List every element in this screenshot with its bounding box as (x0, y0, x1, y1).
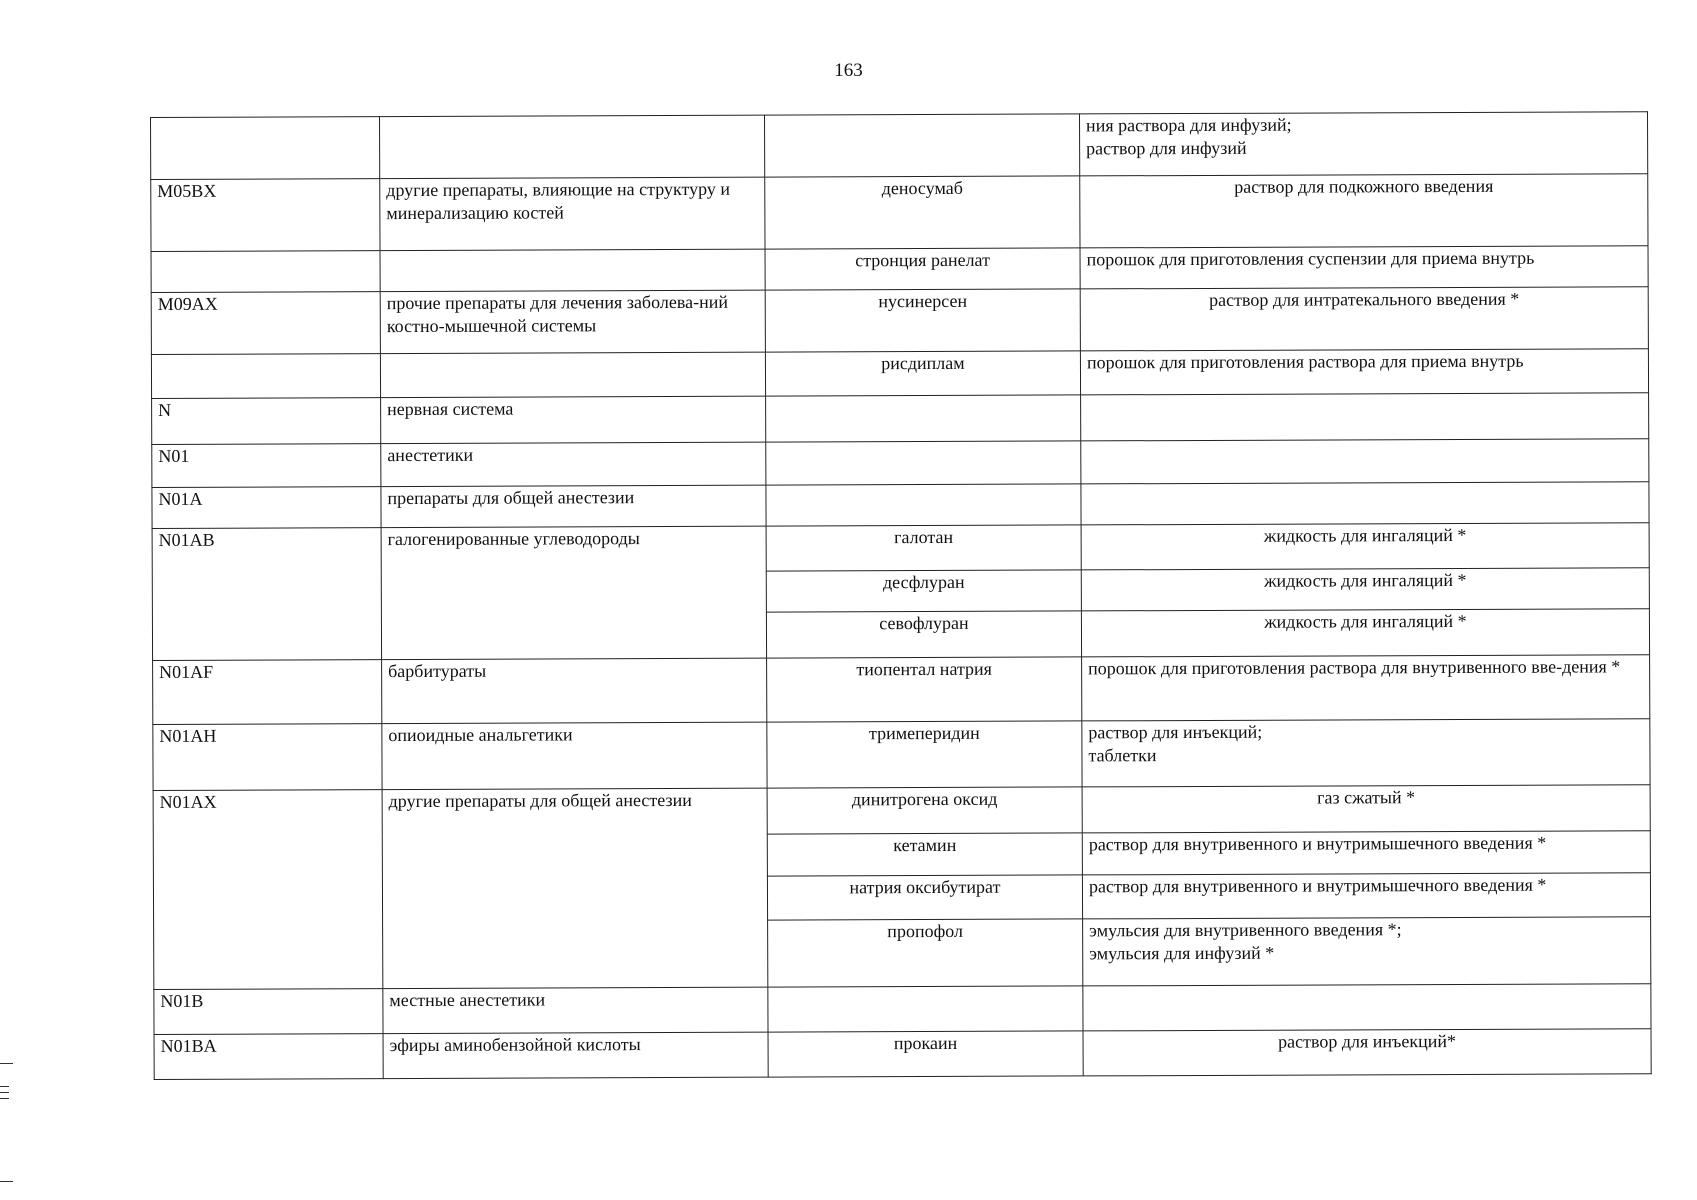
atc-code-cell: M05BX (151, 179, 380, 252)
dosage-form-line: раствор для инъекций; (1088, 721, 1263, 743)
atc-code-cell: N01AB (152, 528, 382, 661)
table-row (152, 523, 1649, 574)
table-row (151, 287, 1648, 355)
atc-code-cell: N01AH (153, 724, 382, 791)
dosage-form-cell (1082, 655, 1650, 721)
substance-cell: деносумаб (765, 176, 1080, 249)
atc-group-cell: анестетики (381, 442, 766, 486)
dosage-form-cell (1083, 1029, 1651, 1076)
dosage-form-line: эмульсия для внутривенного введения *; (1089, 919, 1402, 941)
dosage-form-cell (1080, 174, 1648, 248)
table-row (151, 112, 1648, 180)
margin-mark (0, 1092, 9, 1093)
margin-mark (0, 1181, 13, 1182)
dosage-form-cell (1083, 917, 1651, 986)
atc-group-cell: барбитураты (382, 658, 767, 723)
substance-cell: севофлуран (766, 611, 1081, 658)
dosage-form-cell (1081, 439, 1649, 484)
dosage-form-line: ния раствора для инфузий; (1086, 114, 1292, 136)
dosage-form-line: порошок для приготовления раствора для приема внутрь (1086, 350, 1524, 373)
table-row (154, 1029, 1651, 1080)
dosage-form-line: раствор для интратекального введения * (1209, 288, 1520, 310)
drug-table (150, 111, 1652, 1080)
dosage-form-cell (1082, 873, 1650, 919)
atc-code-cell: N01BA (154, 1034, 383, 1080)
dosage-form-cell (1082, 719, 1650, 787)
dosage-form-line: газ сжатый * (1317, 787, 1416, 808)
substance-cell: галотан (766, 525, 1081, 571)
table-row (151, 174, 1648, 252)
substance-cell: натрия оксибутират (767, 875, 1082, 920)
atc-group-cell (380, 352, 765, 397)
table-row (151, 246, 1648, 293)
atc-group-cell: другие препараты для общей анестезии (382, 788, 768, 988)
dosage-form-cell (1083, 984, 1651, 1031)
substance-cell: пропофол (768, 919, 1083, 987)
dosage-form-cell (1081, 523, 1649, 570)
atc-code-cell: N01AX (153, 790, 383, 990)
substance-cell: тримеперидин (767, 721, 1082, 788)
dosage-form-cell (1080, 246, 1648, 289)
atc-group-cell: галогенированные углеводороды (381, 526, 767, 659)
margin-mark (0, 1063, 13, 1064)
substance-cell: прокаин (768, 1031, 1083, 1077)
atc-code-cell: M09AX (151, 292, 380, 355)
substance-cell (766, 484, 1081, 526)
table-row (152, 393, 1649, 445)
atc-group-cell: эфиры аминобензойной кислоты (383, 1032, 768, 1078)
atc-group-cell: препараты для общей анестезии (381, 485, 766, 527)
dosage-form-cell (1081, 482, 1649, 525)
atc-code-cell (151, 251, 380, 293)
atc-group-cell: нервная система (381, 396, 766, 443)
table-row (151, 349, 1648, 399)
substance-cell (764, 114, 1079, 177)
dosage-form-line: жидкость для ингаляций * (1264, 610, 1467, 632)
substance-cell: стронция ранелат (765, 248, 1080, 290)
substance-cell: рисдиплам (765, 351, 1080, 396)
dosage-form-line: эмульсия для инфузий * (1089, 942, 1275, 963)
dosage-form-cell (1080, 349, 1648, 395)
atc-code-cell: N01A (152, 487, 381, 529)
table-row (153, 785, 1650, 837)
atc-code-cell: N01B (154, 989, 383, 1035)
dosage-form-line: порошок для приготовления раствора для внутривенного вве-дения * (1088, 656, 1621, 679)
atc-code-cell: N (152, 398, 381, 445)
atc-group-cell (380, 115, 765, 178)
atc-group-cell: местные анестетики (383, 987, 768, 1033)
substance-cell (768, 986, 1083, 1032)
table-row (152, 439, 1649, 488)
atc-code-cell: N01 (152, 444, 381, 488)
atc-group-cell: другие препараты, влияющие на структуру и минерализацию костей (380, 177, 765, 250)
substance-cell: тиопентал натрия (767, 657, 1082, 722)
dosage-form-line: жидкость для ингаляций * (1263, 524, 1467, 546)
dosage-form-cell (1081, 609, 1649, 657)
table-row (153, 655, 1650, 725)
dosage-form-line: раствор для инъекций* (1278, 1030, 1457, 1052)
dosage-form-cell (1079, 112, 1647, 176)
dosage-form-line: раствор для внутривенного и внутримышечного введения * (1088, 874, 1547, 897)
atc-group-cell: опиоидные анальгетики (382, 722, 767, 789)
dosage-form-cell (1081, 568, 1649, 611)
dosage-form-line: порошок для приготовления суспензии для приема внутрь (1086, 247, 1535, 270)
substance-cell (766, 441, 1081, 485)
substance-cell: кетамин (767, 833, 1082, 876)
substance-cell: нусинерсен (765, 289, 1080, 352)
dosage-form-line: таблетки (1088, 744, 1157, 765)
substance-cell: динитрогена оксид (767, 787, 1082, 834)
dosage-form-cell (1082, 785, 1650, 833)
atc-code-cell (151, 117, 380, 180)
dosage-form-cell (1082, 831, 1650, 875)
table-row (153, 719, 1650, 791)
dosage-form-cell (1080, 287, 1648, 351)
dosage-form-line: жидкость для ингаляций * (1264, 569, 1467, 591)
margin-mark (0, 1086, 9, 1087)
table-row (154, 984, 1651, 1035)
atc-code-cell (151, 354, 380, 399)
dosage-form-line: раствор для подкожного введения (1234, 175, 1494, 197)
atc-group-cell (380, 249, 765, 291)
substance-cell: десфлуран (766, 570, 1081, 612)
page-number: 163 (834, 60, 863, 81)
margin-mark (0, 1098, 9, 1099)
dosage-form-line: раствор для внутривенного и внутримышечного введения * (1088, 832, 1547, 855)
dosage-form-cell (1081, 393, 1649, 441)
substance-cell (766, 395, 1081, 442)
atc-group-cell: прочие препараты для лечения заболева-ний костно-мышечной системы (380, 290, 765, 353)
table-row (152, 482, 1649, 529)
dosage-form-line: раствор для инфузий (1086, 137, 1247, 158)
atc-code-cell: N01AF (153, 660, 382, 725)
